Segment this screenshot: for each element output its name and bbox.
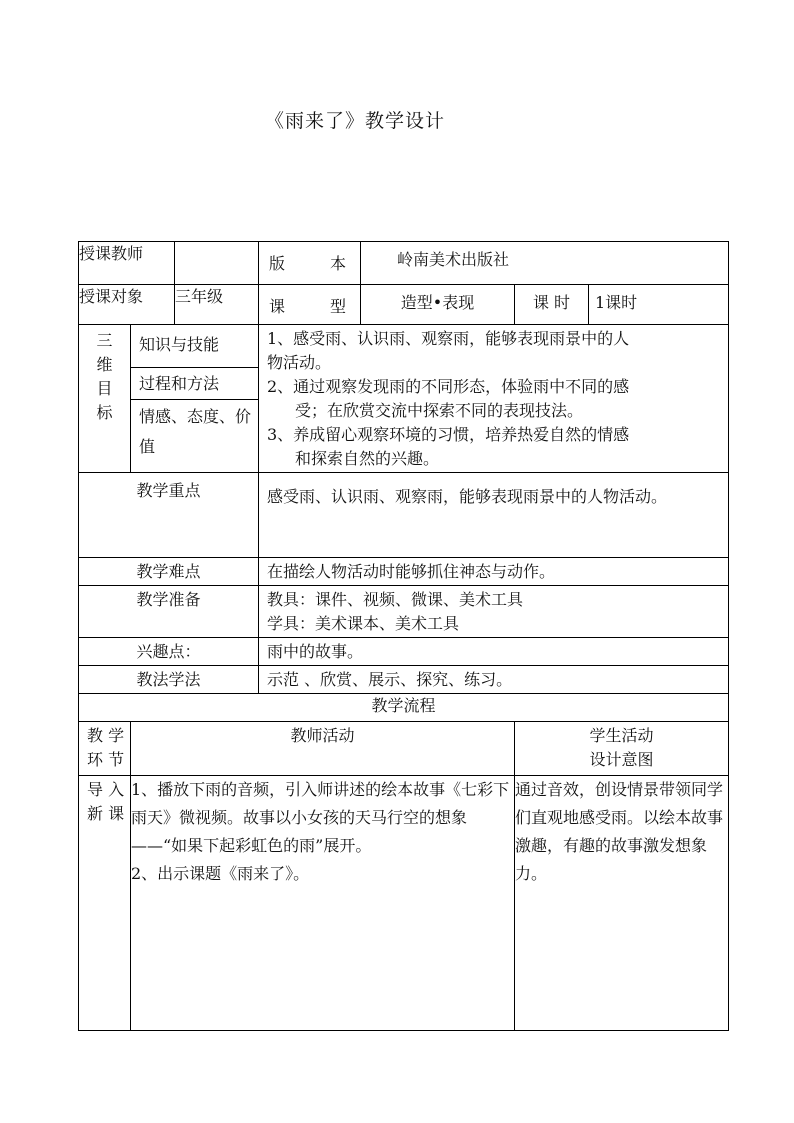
goal-item: 1、感受雨、认识雨、观察雨，能够表现雨景中的人: [267, 329, 630, 348]
flow-col-student: [515, 722, 729, 776]
goals-header-char: 维: [96, 355, 113, 374]
flow-col-step-line: 教 学: [87, 726, 125, 745]
preparation-student-tools: 学具：美术课本、美术工具: [267, 614, 460, 633]
edition-value: 岭南美术出版社: [361, 242, 729, 285]
document-title: 《雨来了》教学设计: [264, 110, 445, 132]
flow-step: [79, 776, 131, 1031]
preparation-label: 教学准备: [79, 586, 259, 638]
lesson-plan-table: [78, 241, 729, 1031]
goal-item-cont: 物活动。: [267, 353, 332, 372]
goals-header-char: 目: [96, 379, 113, 398]
key-point-value: 感受雨、认识雨、观察雨，能够表现雨景中的人物活动。: [259, 473, 729, 558]
flow-design-intent: 通过音效，创设情景带领同学们直观地感受雨。以绘本故事激趣，有趣的故事激发想象力。: [515, 776, 729, 1031]
dimension-process: 过程和方法: [131, 367, 258, 399]
method-label: 教法学法: [79, 666, 259, 694]
type-label-a: 课: [269, 297, 286, 316]
flow-step-line: 导 入: [87, 780, 125, 799]
flow-col-step-line: 环 节: [87, 750, 125, 769]
flow-col-student-line: 学生活动: [589, 726, 654, 745]
hours-label: 课 时: [515, 285, 589, 325]
preparation-teacher-tools: 教具：课件、视频、微课、美术工具: [267, 590, 524, 609]
goal-item-cont: 受；在欣赏交流中探索不同的表现技法。: [295, 401, 584, 420]
teacher-label: 授课教师: [79, 242, 175, 285]
target-label: 授课对象: [79, 285, 175, 325]
type-label-b: 型: [329, 297, 346, 316]
goals-header-char: 标: [96, 403, 113, 422]
goals-header-char: 三: [96, 331, 113, 350]
flow-col-teacher: 教师活动: [131, 722, 515, 776]
flow-teacher-activity: [131, 776, 515, 1031]
type-label: [259, 285, 361, 325]
goal-item-cont: 和探索自然的兴趣。: [295, 449, 440, 468]
flow-step-line: 新 课: [87, 804, 125, 823]
teacher-value: [175, 242, 259, 285]
target-value: 三年级: [175, 285, 259, 325]
hours-value: 1课时: [589, 285, 729, 325]
interest-label: 兴趣点：: [79, 638, 259, 666]
preparation-value: [259, 586, 729, 638]
key-point-label: 教学重点: [79, 473, 259, 558]
dimension-knowledge: 知识与技能: [131, 325, 258, 367]
flow-col-step: [79, 722, 131, 776]
interest-value: 雨中的故事。: [259, 638, 729, 666]
difficulty-value: 在描绘人物活动时能够抓住神态与动作。: [259, 558, 729, 586]
edition-label: [259, 242, 361, 285]
goal-item: 3、养成留心观察环境的习惯，培养热爱自然的情感: [267, 425, 630, 444]
goals-content: [259, 325, 729, 473]
teacher-activity-item: 2、出示课题《雨来了》。: [131, 864, 310, 883]
dimension-emotion: 情感、态度、价值: [139, 406, 252, 456]
type-value: 造型•表现: [361, 285, 515, 325]
goals-header: [79, 325, 131, 473]
method-value: 示范 、欣赏、展示、探究、练习。: [259, 666, 729, 694]
edition-label-b: 本: [329, 254, 346, 273]
teacher-activity-item: 1、播放下雨的音频，引入师讲述的绘本故事《七彩下雨天》微视频。故事以小女孩的天马行空的想象——“如果下起彩虹色的雨”展开。: [131, 780, 510, 855]
edition-label-a: 版: [269, 254, 286, 273]
flow-col-student-line: 设计意图: [589, 750, 654, 769]
difficulty-label: 教学难点: [79, 558, 259, 586]
goal-item: 2、通过观察发现雨的不同形态，体验雨中不同的感: [267, 377, 630, 396]
flow-title: 教学流程: [79, 694, 729, 722]
goals-dimensions: [131, 325, 259, 473]
